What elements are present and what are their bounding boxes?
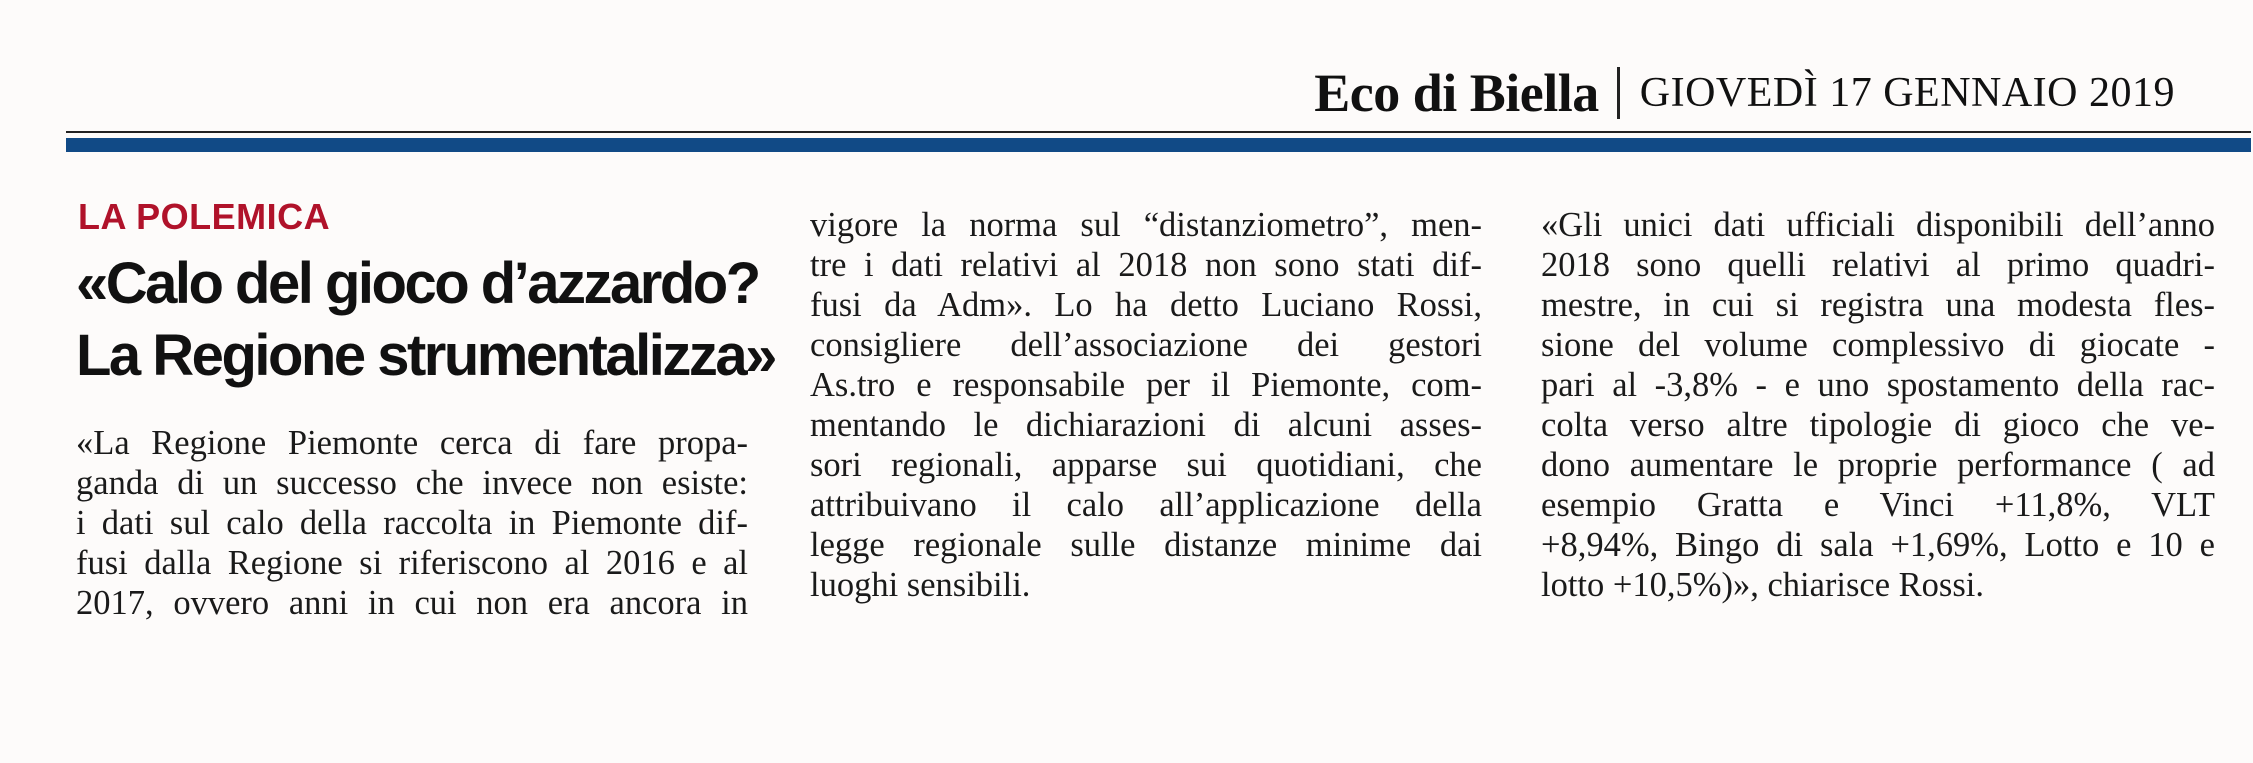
article-column-2 xyxy=(810,205,1482,605)
text-line: luoghi sensibili. xyxy=(810,566,1031,604)
headline-line: La Regione strumentalizza» xyxy=(76,323,775,388)
text-line: consigliere dell’associazione dei gestori xyxy=(810,326,1482,364)
article-column-1 xyxy=(76,423,748,623)
text-line: legge regionale sulle distanze minime dai xyxy=(810,526,1482,564)
text-line: fusi dalla Regione si riferiscono al 2016 e al xyxy=(76,544,748,582)
text-line: sione del volume complessivo di giocate - xyxy=(1541,326,2215,364)
masthead xyxy=(1314,58,2175,128)
text-line: colta verso altre tipologie di gioco che ve- xyxy=(1541,406,2215,444)
publication-name: Eco di Biella xyxy=(1314,63,1599,123)
headline-line: «Calo del gioco d’azzardo? xyxy=(76,251,759,316)
text-line: mentando le dichiarazioni di alcuni asses- xyxy=(810,406,1482,444)
article-kicker: LA POLEMICA xyxy=(78,196,331,237)
text-line: As.tro e responsabile per il Piemonte, com- xyxy=(810,366,1482,404)
text-line: attribuivano il calo all’applicazione della xyxy=(810,486,1482,524)
header-rule-blue xyxy=(66,138,2251,152)
text-line: +8,94%, Bingo di sala +1,69%, Lotto e 10 e xyxy=(1541,526,2215,564)
text-line: «Gli unici dati ufficiali disponibili dell’anno xyxy=(1541,206,2215,244)
text-line: i dati sul calo della raccolta in Piemonte dif- xyxy=(76,504,748,542)
text-line: lotto +10,5%)», chiarisce Rossi. xyxy=(1541,566,1984,604)
article-headline xyxy=(76,248,776,392)
text-line: tre i dati relativi al 2018 non sono stati dif- xyxy=(810,246,1482,284)
text-line: vigore la norma sul “distanziometro”, men- xyxy=(810,206,1482,244)
text-line: 2017, ovvero anni in cui non era ancora in xyxy=(76,584,748,622)
text-line: pari al -3,8% - e uno spostamento della rac- xyxy=(1541,366,2215,404)
text-line: 2018 sono quelli relativi al primo quadri- xyxy=(1541,246,2215,284)
article-column-3 xyxy=(1541,205,2215,605)
header-rule-thin xyxy=(66,131,2251,133)
text-line: sori regionali, apparse sui quotidiani, che xyxy=(810,446,1482,484)
text-line: dono aumentare le proprie performance ( ad xyxy=(1541,446,2215,484)
publication-date: GIOVEDÌ 17 GENNAIO 2019 xyxy=(1639,70,2175,116)
text-line: ganda di un successo che invece non esiste: xyxy=(76,464,748,502)
text-line: fusi da Adm». Lo ha detto Luciano Rossi, xyxy=(810,286,1482,324)
text-line: esempio Gratta e Vinci +11,8%, VLT xyxy=(1541,486,2215,524)
masthead-separator xyxy=(1617,67,1620,119)
text-line: mestre, in cui si registra una modesta fles- xyxy=(1541,286,2215,324)
text-line: «La Regione Piemonte cerca di fare propa- xyxy=(76,424,748,462)
